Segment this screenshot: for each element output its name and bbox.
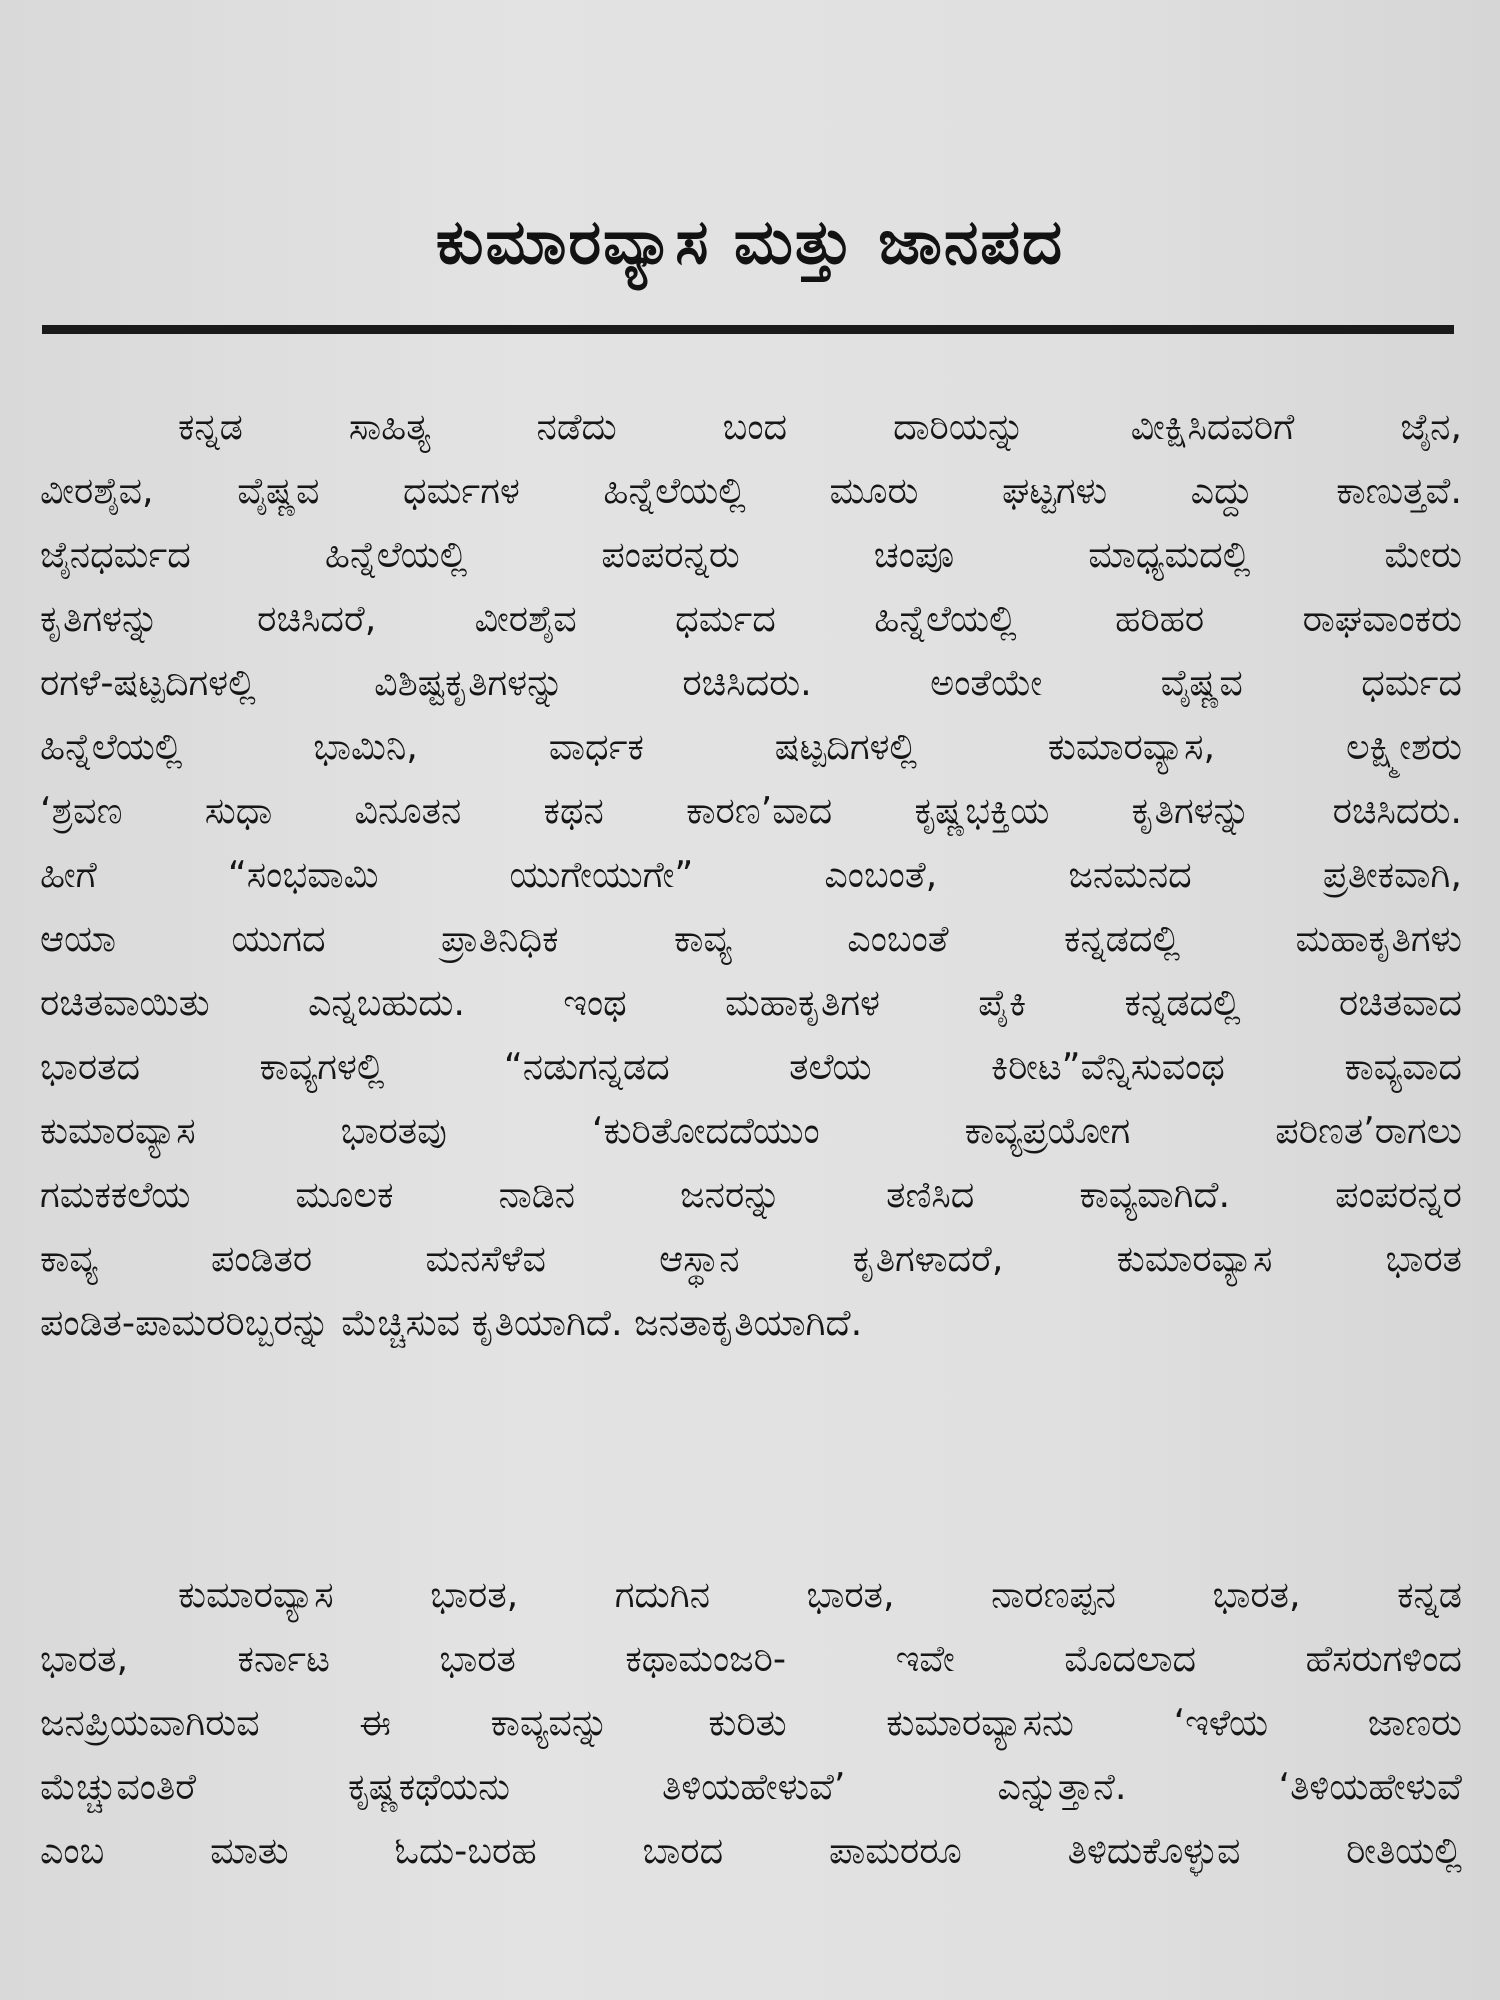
text-line: ಕುಮಾರವ್ಯಾಸ ಭಾರತ, ಗದುಗಿನ ಭಾರತ, ನಾರಣಪ್ಪನ ಭಾರತ, ಕನ್ನಡ	[178, 1573, 1462, 1616]
text-line: ಕುಮಾರವ್ಯಾಸ ಭಾರತವು ‘ಕುರಿತೋದದೆಯುಂ ಕಾವ್ಯಪ್ರಯೋಗ ಪರಿಣತ’ರಾಗಲು	[40, 1109, 1462, 1152]
text-line: ರಚಿತವಾಯಿತು ಎನ್ನಬಹುದು. ಇಂಥ ಮಹಾಕೃತಿಗಳ ಪೈಕಿ ಕನ್ನಡದಲ್ಲಿ ರಚಿತವಾದ	[40, 981, 1462, 1024]
text-line: ಆಯಾ ಯುಗದ ಪ್ರಾತಿನಿಧಿಕ ಕಾವ್ಯ ಎಂಬಂತೆ ಕನ್ನಡದಲ್ಲಿ ಮಹಾಕೃತಿಗಳು	[40, 917, 1462, 960]
text-line: ಕೃತಿಗಳನ್ನು ರಚಿಸಿದರೆ, ವೀರಶೈವ ಧರ್ಮದ ಹಿನ್ನೆಲೆಯಲ್ಲಿ ಹರಿಹರ ರಾಘವಾಂಕರು	[40, 597, 1462, 640]
text-line: ಭಾರತ, ಕರ್ನಾಟ ಭಾರತ ಕಥಾಮಂಜರಿ- ಇವೇ ಮೊದಲಾದ ಹೆಸರುಗಳಿಂದ	[40, 1637, 1462, 1680]
text-line: ರಗಳೆ-ಷಟ್ಪದಿಗಳಲ್ಲಿ ವಿಶಿಷ್ಟಕೃತಿಗಳನ್ನು ರಚಿಸಿದರು. ಅಂತೆಯೇ ವೈಷ್ಣವ ಧರ್ಮದ	[40, 661, 1462, 704]
text-line: ಪಂಡಿತ-ಪಾಮರರಿಬ್ಬರನ್ನು ಮೆಚ್ಚಿಸುವ ಕೃತಿಯಾಗಿದೆ. ಜನತಾಕೃತಿಯಾಗಿದೆ.	[40, 1301, 863, 1344]
text-line: ‘ಶ್ರವಣ ಸುಧಾ ವಿನೂತನ ಕಥನ ಕಾರಣ’ವಾದ ಕೃಷ್ಣಭಕ್ತಿಯ ಕೃತಿಗಳನ್ನು ರಚಿಸಿದರು.	[40, 789, 1462, 832]
text-line: ಕನ್ನಡ ಸಾಹಿತ್ಯ ನಡೆದು ಬಂದ ದಾರಿಯನ್ನು ವೀಕ್ಷಿಸಿದವರಿಗೆ ಜೈನ,	[178, 405, 1462, 448]
text-line: ಎಂಬ ಮಾತು ಓದು-ಬರಹ ಬಾರದ ಪಾಮರರೂ ತಿಳಿದುಕೊಳ್ಳುವ ರೀತಿಯಲ್ಲಿ	[40, 1829, 1462, 1872]
title-underline-rule	[42, 325, 1454, 334]
paragraph-2	[40, 1563, 1462, 1883]
text-line: ಭಾರತದ ಕಾವ್ಯಗಳಲ್ಲಿ “ನಡುಗನ್ನಡದ ತಲೆಯ ಕಿರೀಟ”ವೆನ್ನಿಸುವಂಥ ಕಾವ್ಯವಾದ	[40, 1045, 1462, 1088]
text-line: ಜೈನಧರ್ಮದ ಹಿನ್ನೆಲೆಯಲ್ಲಿ ಪಂಪರನ್ನರು ಚಂಪೂ ಮಾಧ್ಯಮದಲ್ಲಿ ಮೇರು	[40, 533, 1462, 576]
text-line: ಮೆಚ್ಚುವಂತಿರೆ ಕೃಷ್ಣಕಥೆಯನು ತಿಳಿಯಹೇಳುವೆ’ ಎನ್ನುತ್ತಾನೆ. ‘ತಿಳಿಯಹೇಳುವೆ	[40, 1765, 1462, 1808]
text-line: ಗಮಕಕಲೆಯ ಮೂಲಕ ನಾಡಿನ ಜನರನ್ನು ತಣಿಸಿದ ಕಾವ್ಯವಾಗಿದೆ. ಪಂಪರನ್ನರ	[40, 1173, 1462, 1216]
text-line: ಜನಪ್ರಿಯವಾಗಿರುವ ಈ ಕಾವ್ಯವನ್ನು ಕುರಿತು ಕುಮಾರವ್ಯಾಸನು ‘ಇಳೆಯ ಜಾಣರು	[40, 1701, 1462, 1744]
text-line: ಕಾವ್ಯ ಪಂಡಿತರ ಮನಸೆಳೆವ ಆಸ್ಥಾನ ಕೃತಿಗಳಾದರೆ, ಕುಮಾರವ್ಯಾಸ ಭಾರತ	[40, 1237, 1462, 1280]
paragraph-1	[40, 395, 1462, 1355]
text-line: ಹಿನ್ನೆಲೆಯಲ್ಲಿ ಭಾಮಿನಿ, ವಾರ್ಧಕ ಷಟ್ಪದಿಗಳಲ್ಲಿ ಕುಮಾರವ್ಯಾಸ, ಲಕ್ಷ್ಮೀಶರು	[40, 725, 1462, 768]
text-line: ಹೀಗೆ “ಸಂಭವಾಮಿ ಯುಗೇಯುಗೇ” ಎಂಬಂತೆ, ಜನಮನದ ಪ್ರತೀಕವಾಗಿ,	[40, 853, 1462, 896]
chapter-title: ಕುಮಾರವ್ಯಾಸ ಮತ್ತು ಜಾನಪದ	[435, 205, 1065, 278]
text-line: ವೀರಶೈವ, ವೈಷ್ಣವ ಧರ್ಮಗಳ ಹಿನ್ನೆಲೆಯಲ್ಲಿ ಮೂರು ಘಟ್ಟಗಳು ಎದ್ದು ಕಾಣುತ್ತವೆ.	[40, 469, 1462, 512]
